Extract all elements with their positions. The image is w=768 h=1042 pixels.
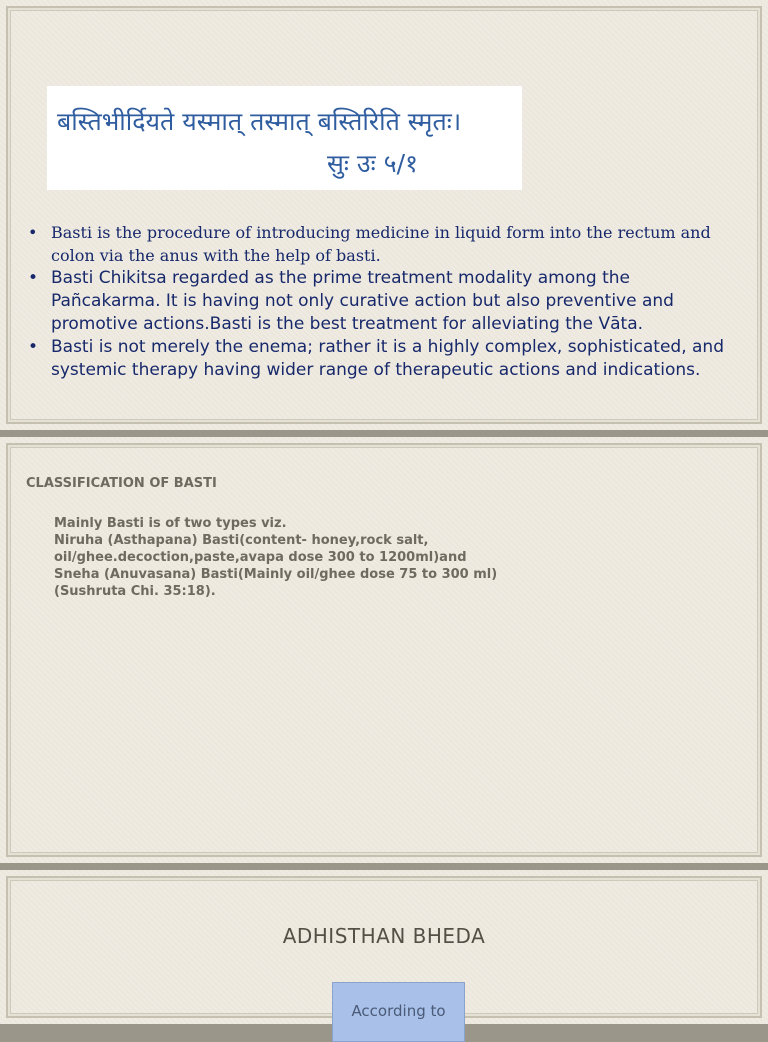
diagram-box: According to (332, 982, 465, 1042)
bullet-text: Basti Chikitsa regarded as the prime treatment modality among the Pañcakarma. It is having not only curative action but also preventive and promotive actions.Basti is the best treatment for alleviating the Vāta. (51, 268, 674, 334)
bullet-item (28, 267, 738, 336)
bullet-item (28, 336, 738, 382)
bullet-dot-icon: • (28, 337, 39, 357)
body-line: Sneha (Anuvasana) Basti(Mainly oil/ghee dose 75 to 300 ml) (54, 567, 498, 582)
slide-classification (0, 437, 768, 863)
slide-body-text (54, 515, 654, 600)
sanskrit-verse-reference: सुः उः ५/१ (327, 149, 419, 178)
bullet-dot-icon: • (28, 223, 38, 242)
bullet-list (28, 221, 738, 382)
bullet-text: Basti is not merely the enema; rather it is a highly complex, sophisticated, and systemic therapy having wider range of therapeutic actions and indications. (51, 337, 725, 380)
slide-title: CLASSIFICATION OF BASTI (26, 476, 217, 491)
bullet-dot-icon: • (28, 268, 39, 288)
slide-adhisthan-bheda (0, 870, 768, 1024)
body-line: (Sushruta Chi. 35:18). (54, 584, 216, 599)
sanskrit-verse-image (47, 86, 522, 190)
slide-title: ADHISTHAN BHEDA (282, 924, 486, 948)
body-line: oil/ghee.decoction,paste,avapa dose 300 to 1200ml)and (54, 550, 467, 565)
slide-basti-intro (0, 0, 768, 430)
body-line: Niruha (Asthapana) Basti(content- honey,rock salt, (54, 533, 429, 548)
bullet-item (28, 221, 738, 267)
slide-frame (6, 443, 762, 857)
bullet-text: Basti is the procedure of introducing medicine in liquid form into the rectum and colon via the anus with the help of basti. (51, 223, 711, 265)
body-line: Mainly Basti is of two types viz. (54, 516, 287, 531)
sanskrit-verse-line: बस्तिभीर्दियते यस्मात् तस्मात् बस्तिरिति स्मृतः। (57, 107, 462, 136)
